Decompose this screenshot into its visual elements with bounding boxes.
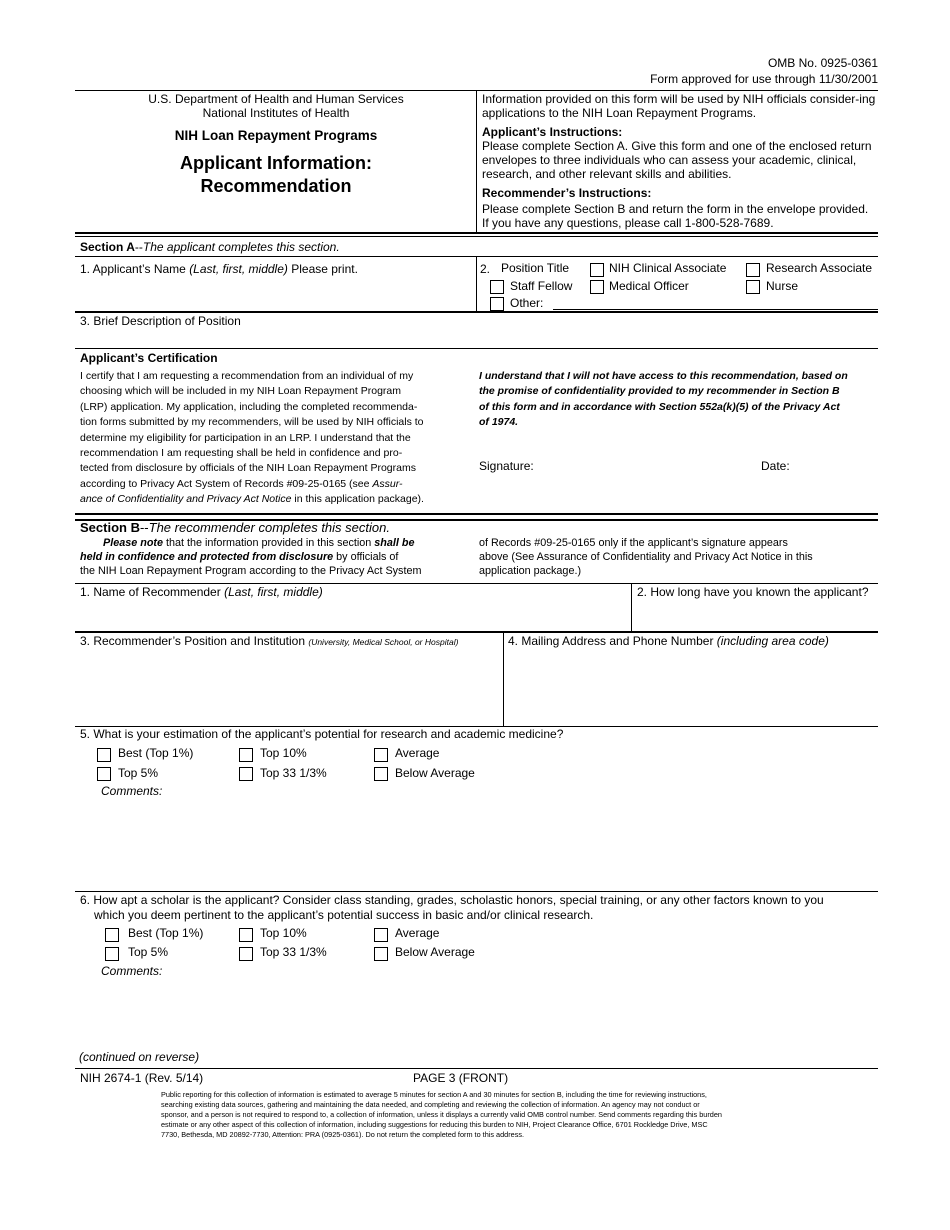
applicant-instructions-title: Applicant’s Instructions: bbox=[482, 125, 623, 139]
applicant-name-field[interactable] bbox=[80, 262, 358, 276]
burden-line: 7730, Bethesda, MD 20892-7730, Attention: PRA (0925-0361). Do not return the completed form to this address. bbox=[161, 1130, 525, 1139]
q6-checkbox-best[interactable] bbox=[105, 928, 119, 942]
certification-line: recommendation I am requesting shall be held in confidence and pro- bbox=[80, 447, 403, 460]
q5-checkbox-average[interactable] bbox=[374, 748, 388, 762]
position-row-rule bbox=[75, 631, 878, 633]
recommender-instructions-line2: If you have any questions, please call 1-800-528-7689. bbox=[482, 216, 774, 230]
section-a-label: Section A bbox=[80, 240, 135, 254]
checkbox-nurse[interactable] bbox=[746, 280, 760, 294]
option-research-associate: Research Associate bbox=[766, 261, 873, 275]
note-text: that the information provided in this section bbox=[163, 537, 375, 549]
q6-option-top10: Top 10% bbox=[260, 926, 307, 940]
burden-line: searching existing data sources, gathering and maintaining the data needed, and completing and reviewing the collection of information. An agency may not conduct or bbox=[161, 1100, 700, 1109]
burden-line: sponsor, and a person is not required to respond to, a collection of information, unless it displays a currently valid OMB control number. Send comments regarding this burden bbox=[161, 1110, 722, 1119]
section-b-dash: -- bbox=[139, 520, 149, 535]
q5-option-top5: Top 5% bbox=[118, 766, 159, 780]
note-text: by officials of bbox=[333, 551, 399, 564]
certification-text bbox=[80, 369, 460, 508]
q5-option-best: Best (Top 1%) bbox=[118, 746, 194, 760]
certification-line: (LRP) application. My application, including the completed recommenda- bbox=[80, 400, 418, 413]
recommender-instructions-title: Recommender’s Instructions: bbox=[482, 186, 652, 200]
recommender-top-rule bbox=[75, 583, 878, 584]
applicant-instructions-text: Please complete Section A. Give this form and one of the enclosed return envelopes to three individuals who can assess your academic, clinical, research, and other relevant skills and abilities. bbox=[482, 139, 872, 181]
q6-comments-label: Comments: bbox=[101, 964, 163, 978]
question-5: 5. What is your estimation of the applicant’s potential for research and academic medicine? bbox=[80, 727, 564, 741]
note-bold: Please note bbox=[103, 537, 164, 549]
mailing-hint: (including area code) bbox=[716, 634, 829, 648]
certification-top-rule bbox=[75, 348, 878, 349]
position-institution-hint: (University, Medical School, or Hospital) bbox=[308, 637, 459, 647]
position-institution-label: 3. Recommender’s Position and Institution bbox=[80, 634, 306, 648]
footer-rule bbox=[75, 1068, 878, 1069]
understand-line: the promise of confidentiality provided to my recommender in Section B bbox=[479, 385, 840, 398]
checkbox-research-associate[interactable] bbox=[746, 263, 760, 277]
recommender-instructions-line1: Please complete Section B and return the form in the envelope provided. bbox=[482, 202, 869, 216]
other-input-line[interactable] bbox=[553, 309, 878, 310]
note-right-line: above (See Assurance of Confidentiality and Privacy Act Notice in this bbox=[479, 551, 813, 564]
brief-description-label: 3. Brief Description of Position bbox=[80, 314, 241, 328]
q5-option-top33: Top 33 1/3% bbox=[260, 766, 327, 780]
applicant-name-hint: (Last, first, middle) bbox=[189, 262, 288, 276]
note-bold: held in confidence and protected from disclosure bbox=[80, 551, 334, 564]
note-text: the NIH Loan Repayment Program according to the Privacy Act System bbox=[80, 565, 422, 578]
header-divider bbox=[476, 90, 477, 232]
note-right-line: application package.) bbox=[479, 565, 582, 578]
how-long-divider bbox=[631, 583, 632, 632]
q6-checkbox-top33[interactable] bbox=[239, 947, 253, 961]
q5-checkbox-best[interactable] bbox=[97, 748, 111, 762]
recommender-name-hint: (Last, first, middle) bbox=[224, 585, 323, 599]
department: U.S. Department of Health and Human Services bbox=[148, 92, 404, 106]
mailing-field[interactable] bbox=[508, 634, 829, 648]
note-bold: shall be bbox=[374, 537, 415, 549]
position-title-label: Position Title bbox=[501, 261, 570, 275]
option-staff-fellow: Staff Fellow bbox=[510, 279, 573, 293]
burden-line: estimate or any other aspect of this collection of information, including suggestions for reducing this burden to NIH, Project Clearance Office, 6701 Rockledge Drive, MSC bbox=[161, 1120, 708, 1129]
institute: National Institutes of Health bbox=[202, 106, 350, 120]
checkbox-staff-fellow[interactable] bbox=[490, 280, 504, 294]
checkbox-medical-officer[interactable] bbox=[590, 280, 604, 294]
row2-rule bbox=[75, 311, 878, 313]
how-long-field[interactable] bbox=[637, 585, 869, 599]
certification-line: I certify that I am requesting a recommendation from an individual of my bbox=[80, 370, 414, 382]
page-subtitle: Recommendation bbox=[200, 176, 352, 196]
approval-date: Form approved for use through 11/30/2001 bbox=[650, 72, 878, 86]
section-a-subtitle: The applicant completes this section. bbox=[142, 240, 340, 254]
recommender-name-label: 1. Name of Recommender bbox=[80, 585, 221, 599]
section-b-note-left bbox=[80, 536, 421, 579]
understand-line: I understand that I will not have access to this recommendation, based on bbox=[479, 370, 848, 382]
q6-checkbox-average[interactable] bbox=[374, 928, 388, 942]
understand-line: of this form and in accordance with Section 552a(k)(5) of the Privacy Act bbox=[479, 400, 840, 413]
section-b-subtitle: The recommender completes this section. bbox=[148, 520, 390, 535]
date-label: Date: bbox=[761, 459, 790, 473]
section-a-heading bbox=[80, 240, 340, 254]
checkbox-nih-clinical-associate[interactable] bbox=[590, 263, 604, 277]
burden-statement bbox=[161, 1090, 722, 1140]
mailing-label: 4. Mailing Address and Phone Number bbox=[508, 634, 714, 648]
brief-description-input[interactable] bbox=[75, 328, 878, 348]
certification-line: tion forms submitted by my recommenders, will be used by NIH officials to bbox=[80, 416, 424, 429]
q5-option-top10: Top 10% bbox=[260, 746, 307, 760]
position-institution-field[interactable] bbox=[80, 634, 458, 649]
q5-checkbox-top33[interactable] bbox=[239, 767, 253, 781]
date-field[interactable] bbox=[761, 459, 790, 473]
q6-checkbox-top10[interactable] bbox=[239, 928, 253, 942]
question-6-line1: 6. How apt a scholar is the applicant? Consider class standing, grades, scholastic honors, special training, or any other factors known to you bbox=[80, 893, 824, 907]
q6-option-average: Average bbox=[395, 926, 440, 940]
certification-line: choosing which will be included in my NIH Loan Repayment Program bbox=[80, 385, 401, 398]
burden-line: Public reporting for this collection of information is estimated to average 5 minutes for section A and 30 minutes for section B, including the time for reviewing instructions, bbox=[161, 1090, 707, 1099]
q5-comments-area[interactable] bbox=[75, 800, 878, 890]
q6-checkbox-top5[interactable] bbox=[105, 947, 119, 961]
checkbox-other[interactable] bbox=[490, 297, 504, 311]
q6-checkbox-below-average[interactable] bbox=[374, 947, 388, 961]
signature-field[interactable] bbox=[479, 459, 534, 473]
page-title: Applicant Information: bbox=[180, 153, 372, 173]
certification-line: determine my eligibility for participation in an LRP. I understand that the bbox=[80, 431, 411, 444]
q6-option-top5: Top 5% bbox=[128, 945, 169, 959]
certification-italic: Assur- bbox=[372, 477, 403, 490]
how-long-label: 2. How long have you known the applicant? bbox=[637, 585, 869, 599]
certification-line: tected from disclosure by officials of the NIH Loan Repayment Programs bbox=[80, 462, 416, 475]
form-number: NIH 2674-1 (Rev. 5/14) bbox=[80, 1071, 204, 1085]
q5-comments-label: Comments: bbox=[101, 784, 163, 798]
understand-text bbox=[479, 369, 848, 431]
position-number: 2. bbox=[480, 262, 491, 276]
certification-line bbox=[80, 492, 460, 507]
mailing-divider bbox=[503, 633, 504, 726]
section-a-dash: -- bbox=[134, 240, 143, 254]
understand-line: of 1974. bbox=[479, 416, 519, 429]
question-6-line2: which you deem pertinent to the applicant’s potential success in basic and/or clinical research. bbox=[94, 908, 594, 922]
q5-option-average: Average bbox=[395, 746, 440, 760]
note-right-line: of Records #09-25-0165 only if the applicant’s signature appears bbox=[479, 537, 788, 549]
header-right bbox=[482, 92, 877, 230]
certification-line-text: according to Privacy Act System of Records #09-25-0165 (see bbox=[80, 477, 370, 490]
page-number: PAGE 3 (FRONT) bbox=[413, 1071, 509, 1085]
info-text: Information provided on this form will be used by NIH officials consider-ing applications to the NIH Loan Repayment Programs. bbox=[482, 92, 876, 120]
q6-comments-area[interactable] bbox=[75, 980, 878, 1048]
omb-number: OMB No. 0925-0361 bbox=[767, 56, 878, 70]
signature-label: Signature: bbox=[479, 459, 534, 473]
q5-checkbox-below-average[interactable] bbox=[374, 767, 388, 781]
continued-note: (continued on reverse) bbox=[79, 1050, 200, 1064]
section-b-label: Section B bbox=[80, 520, 140, 535]
q5-option-below-average: Below Average bbox=[395, 766, 475, 780]
q5-checkbox-top10[interactable] bbox=[239, 748, 253, 762]
section-a-rule bbox=[75, 232, 878, 237]
section-b-note-right bbox=[479, 536, 813, 579]
q5-checkbox-top5[interactable] bbox=[97, 767, 111, 781]
certification-end: in this application package). bbox=[291, 493, 424, 506]
option-medical-officer: Medical Officer bbox=[609, 279, 689, 293]
recommender-name-field[interactable] bbox=[80, 585, 323, 599]
certification-title: Applicant’s Certification bbox=[80, 351, 218, 365]
q6-top-rule bbox=[75, 891, 878, 892]
applicant-name-suffix: Please print. bbox=[291, 262, 358, 276]
certification-line bbox=[80, 477, 460, 492]
section-a-divider bbox=[476, 256, 477, 311]
section-b-heading bbox=[80, 520, 390, 535]
option-nurse: Nurse bbox=[766, 279, 799, 293]
q6-option-top33: Top 33 1/3% bbox=[260, 945, 327, 959]
option-nih-clinical-associate: NIH Clinical Associate bbox=[609, 261, 727, 275]
applicant-name-label: 1. Applicant’s Name bbox=[80, 262, 186, 276]
q6-option-best: Best (Top 1%) bbox=[128, 926, 204, 940]
program-name: NIH Loan Repayment Programs bbox=[174, 128, 378, 143]
option-other: Other: bbox=[510, 296, 544, 310]
header-left bbox=[78, 92, 474, 198]
certification-italic: ance of Confidentiality and Privacy Act Notice bbox=[80, 493, 292, 506]
q6-option-below-average: Below Average bbox=[395, 945, 475, 959]
